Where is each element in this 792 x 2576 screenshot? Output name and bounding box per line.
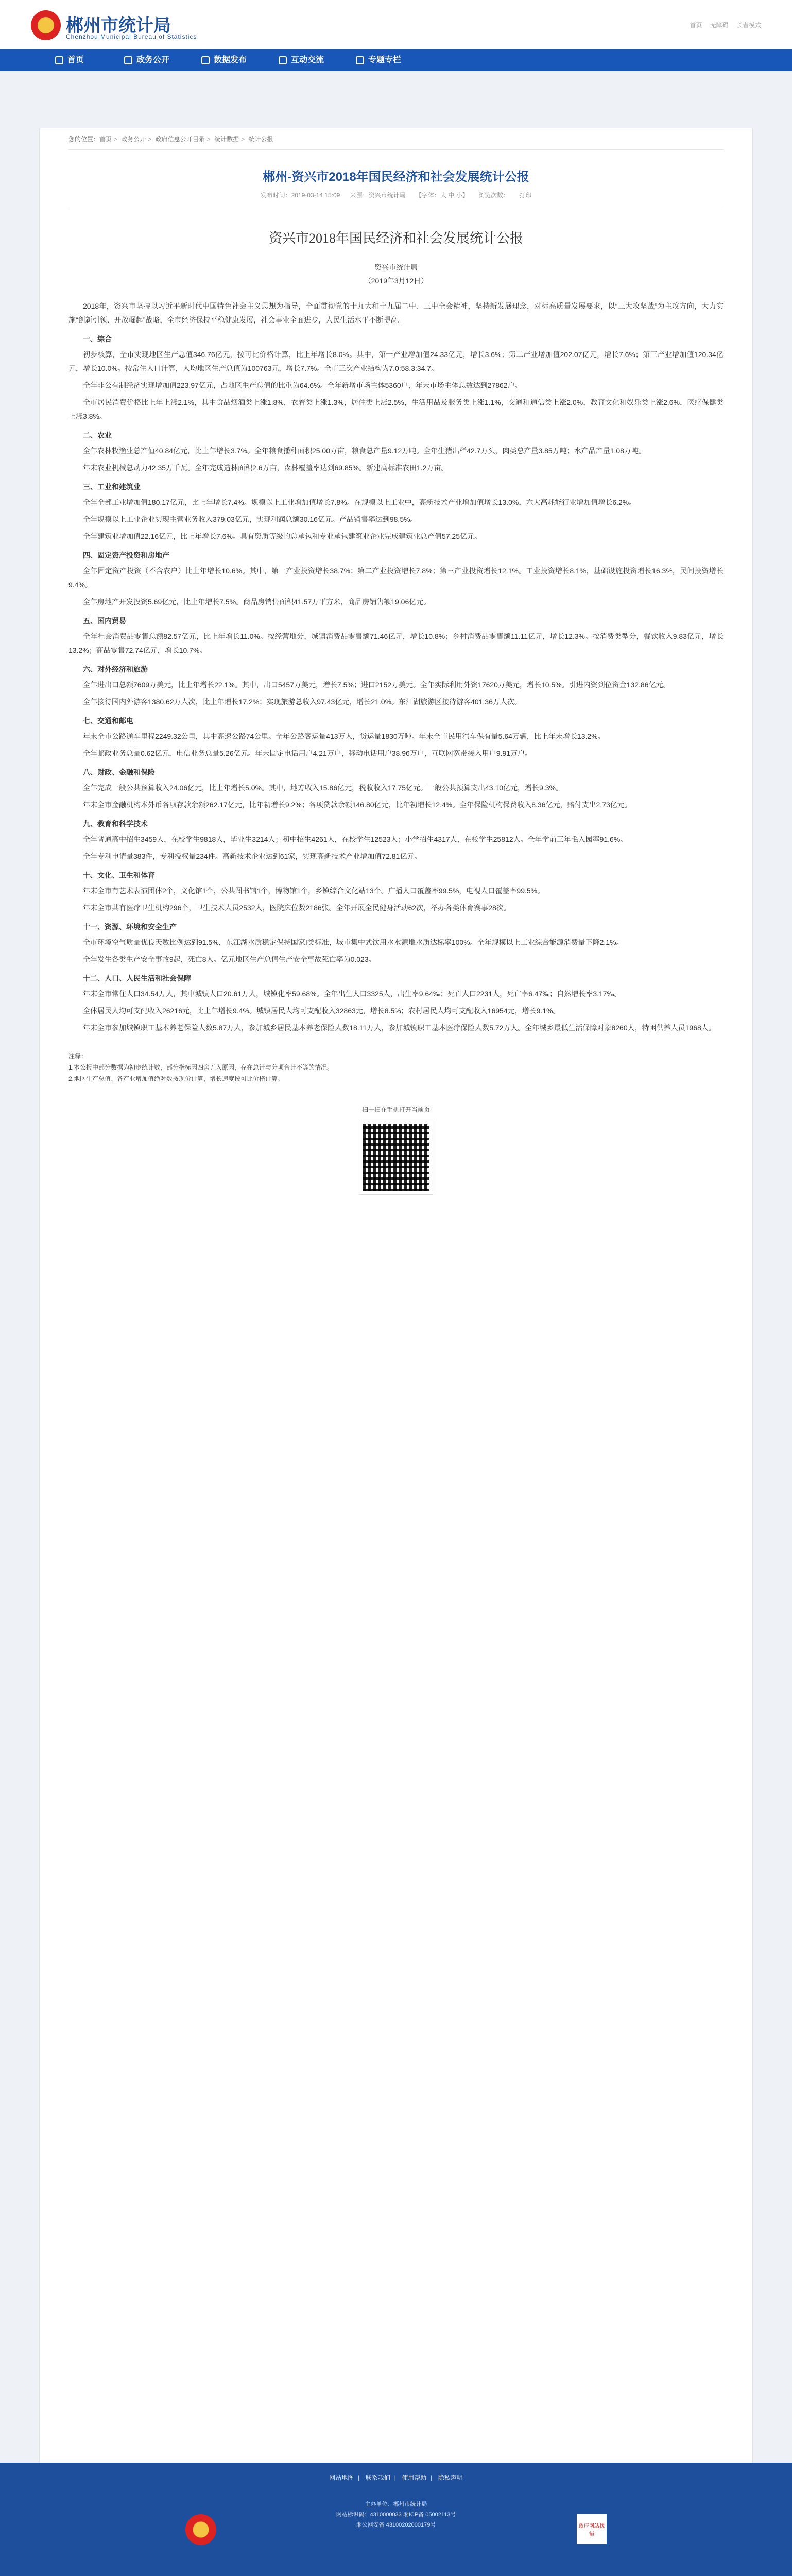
tool-home-link[interactable]: 首页	[690, 22, 702, 29]
font-size-switch[interactable]: 【字体：大 中 小】	[416, 192, 469, 199]
nav-label: 首页	[67, 56, 84, 64]
paragraph: 全年完成一般公共预算收入24.06亿元，比上年增长5.0%。其中，地方收入15.86亿元，税收收入17.75亿元。一般公共预算支出43.10亿元，增长9.3%。	[83, 784, 563, 792]
site-title[interactable]: 郴州市统计局	[66, 16, 171, 36]
nav-label: 政务公开	[136, 56, 169, 64]
paragraph: 年末全市共有医疗卫生机构296个，卫生技术人员2532人，医院床位数2186张。全年开展全民健身活动62次，举办各类体育赛事28次。	[83, 904, 511, 912]
footer-links: 网站地图 | 联系我们 | 使用帮助 | 隐私声明	[329, 2474, 463, 2481]
paragraph: 年末全市金融机构本外币各项存款余额262.17亿元，比年初增长9.2%；各项贷款余额146.80亿元，比年初增长12.4%。全年保险机构保费收入8.36亿元，赔付支出2.73亿元。	[83, 801, 632, 809]
qr-code	[359, 1121, 433, 1194]
paragraph: 全年进出口总额7609万美元，比上年增长22.1%。其中，出口5457万美元，增长7.5%；进口2152万美元。全年实际利用外资17620万美元，增长10.5%。引进内资到位资金132.86亿元。	[83, 681, 670, 689]
nav-item-interaction[interactable]	[263, 49, 340, 71]
nav-item-data-release[interactable]	[185, 49, 263, 71]
grid-icon	[356, 56, 364, 64]
footer-link-help[interactable]: 使用帮助	[402, 2474, 427, 2481]
section-heading: 十、文化、卫生和体育	[83, 871, 155, 879]
breadcrumb-item[interactable]: 政府信息公开目录	[155, 135, 205, 143]
section-heading: 六、对外经济和旅游	[83, 665, 148, 673]
section-heading: 三、工业和建筑业	[83, 483, 141, 491]
paragraph: 全年专利申请量383件，专利授权量234件。高新技术企业达到61家，实现高新技术产业增加值72.81亿元。	[83, 852, 422, 860]
breadcrumb: 您的位置：首页 > 政务公开 > 政府信息公开目录 > 统计数据 > 统计公报	[68, 128, 724, 150]
paragraph: 年末全市公路通车里程2249.32公里，其中高速公路74公里。全年公路客运量413万人，货运量1830万吨。年末全市民用汽车保有量5.64万辆，比上年末增长13.2%。	[83, 732, 605, 740]
site-footer	[0, 2463, 792, 2576]
site-header	[0, 0, 792, 49]
section-heading: 一、综合	[83, 335, 112, 343]
paragraph: 全年发生各类生产安全事故9起，死亡8人。亿元地区生产总值生产安全事故死亡率为0.023。	[83, 955, 376, 963]
article-container	[39, 128, 753, 2576]
paragraph: 全年建筑业增加值22.16亿元，比上年增长7.6%。具有资质等级的总承包和专业承包建筑业企业完成建筑业总产值57.25亿元。	[83, 532, 481, 540]
footer-link-sitemap[interactable]: 网站地图	[329, 2474, 354, 2481]
note-item: 2.地区生产总值、各产业增加值绝对数按现价计算，增长速度按可比价格计算。	[68, 1075, 284, 1082]
paragraph: 全年固定资产投资（不含农户）比上年增长10.6%。其中，第一产业投资增长38.7%；第二产业投资增长7.8%；第三产业投资增长12.1%。工业投资增长8.1%，基础设施投资增长16.3%，民间投资增长9.4%。	[68, 567, 724, 589]
breadcrumb-item[interactable]: 统计数据	[214, 135, 239, 143]
paragraph: 全年规模以上工业企业实现主营业务收入379.03亿元，实现利润总额30.16亿元。产品销售率达到98.5%。	[83, 515, 418, 523]
nav-item-special-topics[interactable]	[340, 49, 417, 71]
home-icon	[55, 56, 63, 64]
paragraph: 全市环境空气质量优良天数比例达到91.5%，东江湖水质稳定保持国家Ⅰ类标准，城市集中式饮用水水源地水质达标率100%。全年规模以上工业综合能源消费量下降2.1%。	[83, 938, 624, 946]
footer-info-line: 湘公网安备 43100202000179号	[356, 2522, 436, 2528]
site-subtitle: Chenzhou Municipal Bureau of Statistics	[66, 33, 197, 40]
paragraph: 全市居民消费价格比上年上涨2.1%，其中食品烟酒类上涨1.8%，衣着类上涨1.3%，居住类上涨2.5%，生活用品及服务类上涨1.1%，交通和通信类上涨2.0%，教育文化和娱乐类上涨2.6%，医疗保健类上涨3.8%。	[68, 398, 724, 420]
section-heading: 四、固定资产投资和房地产	[83, 551, 169, 560]
paragraph: 全年全部工业增加值180.17亿元，比上年增长7.4%。规模以上工业增加值增长7.8%。在规模以上工业中，高新技术产业增加值增长13.0%，六大高耗能行业增加值增长6.2%。	[83, 498, 636, 506]
section-heading: 十二、人口、人民生活和社会保障	[83, 974, 191, 982]
footer-info-line: 网站标识码：4310000033 湘ICP备 05002113号	[336, 2512, 456, 2518]
document-icon	[124, 56, 132, 64]
source: 来源：资兴市统计局	[350, 192, 406, 199]
breadcrumb-item[interactable]: 您的位置：首页	[68, 135, 112, 143]
article-meta	[68, 191, 724, 207]
article-title: 郴州-资兴市2018年国民经济和社会发展统计公报	[263, 170, 529, 184]
footer-info-line: 主办单位：郴州市统计局	[365, 2501, 427, 2507]
chat-icon	[279, 56, 287, 64]
paragraph: 年末全市有艺术表演团体2个，文化馆1个，公共图书馆1个，博物馆1个，乡镇综合文化站13个。广播人口覆盖率99.5%，电视人口覆盖率99.5%。	[83, 887, 545, 895]
footer-info	[0, 2499, 792, 2530]
paragraph: 全年农林牧渔业总产值40.84亿元，比上年增长3.7%。全年粮食播种面积25.00万亩，粮食总产量9.12万吨。全年生猪出栏42.7万头，肉类总产量3.85万吨；水产品产量1.08万吨。	[83, 447, 646, 455]
print-link[interactable]: 打印	[519, 192, 532, 199]
document-title: 资兴市2018年国民经济和社会发展统计公报	[268, 231, 523, 246]
footer-link-privacy[interactable]: 隐私声明	[438, 2474, 463, 2481]
document-date: （2019年3月12日）	[364, 277, 428, 285]
nav-item-government-info[interactable]	[108, 49, 185, 71]
nav-label: 互动交流	[290, 56, 324, 64]
paragraph: 全年非公有制经济实现增加值223.97亿元，占地区生产总值的比重为64.6%。全年新增市场主体5360户，年末市场主体总数达到27862户。	[83, 381, 522, 389]
paragraph: 2018年，资兴市坚持以习近平新时代中国特色社会主义思想为指导，全面贯彻党的十九大和十九届二中、三中全会精神，坚持新发展理念，对标高质量发展要求，以“三大攻坚战”为主攻方向，大力实施“创新引领、开放崛起”战略，全市经济保持平稳健康发展，社会事业全面进步，人民生活水平不断提高。	[68, 302, 724, 324]
notes-title: 注释：	[68, 1053, 88, 1060]
section-heading: 七、交通和邮电	[83, 717, 133, 725]
section-heading: 八、财政、金融和保险	[83, 768, 155, 776]
nav-item-home[interactable]	[31, 49, 108, 71]
paragraph: 全年社会消费品零售总额82.57亿元，比上年增长11.0%。按经营地分，城镇消费品零售额71.46亿元，增长10.8%；乡村消费品零售额11.11亿元，增长12.3%。按消费类型分，餐饮收入9.83亿元，增长13.2%；商品零售72.74亿元，增长10.7%。	[68, 632, 724, 654]
paragraph: 初步核算，全市实现地区生产总值346.76亿元，按可比价格计算，比上年增长8.0%。其中，第一产业增加值24.33亿元，增长3.6%；第二产业增加值202.07亿元，增长7.6%；第三产业增加值120.34亿元，增长10.0%。按常住人口计算，人均地区生产总值为100763元，增长7.7%。全市三次产业结构为7.0:58.3:34.7。	[68, 350, 724, 372]
section-heading: 十一、资源、环境和安全生产	[83, 923, 177, 931]
header-tools	[683, 21, 761, 29]
section-heading: 九、教育和科学技术	[83, 820, 148, 828]
nav-label: 专题专栏	[368, 56, 401, 64]
footer-link-contact[interactable]: 联系我们	[365, 2474, 390, 2481]
article-body	[68, 299, 724, 1035]
national-emblem-icon	[31, 10, 61, 40]
section-heading: 五、国内贸易	[83, 617, 126, 625]
party-emblem-icon[interactable]	[185, 2514, 216, 2545]
document-issuer: 资兴市统计局	[374, 263, 418, 272]
tool-elder-mode-link[interactable]: 长者模式	[736, 22, 761, 29]
qr-section	[68, 1105, 724, 1194]
paragraph: 全体居民人均可支配收入26216元，比上年增长9.4%。城镇居民人均可支配收入32863元，增长8.5%；农村居民人均可支配收入16954元，增长9.1%。	[83, 1007, 560, 1015]
nav-label: 数据发布	[213, 56, 247, 64]
paragraph: 年末农业机械总动力42.35万千瓦。全年完成造林面积2.6万亩，森林覆盖率达到69.85%。新建高标准农田1.2万亩。	[83, 464, 449, 472]
chart-icon	[201, 56, 210, 64]
paragraph: 全年房地产开发投资5.69亿元，比上年增长7.5%。商品房销售面积41.57万平方米，商品房销售额19.06亿元。	[83, 598, 431, 606]
notes	[68, 1050, 724, 1084]
paragraph: 全年普通高中招生3459人，在校学生9818人，毕业生3214人；初中招生4261人，在校学生12523人；小学招生4317人，在校学生25812人。全年学前三年毛入园率91.6%。	[83, 835, 628, 843]
paragraph: 全年接待国内外游客1380.62万人次，比上年增长17.2%；实现旅游总收入97.43亿元，增长21.0%。东江湖旅游区接待游客401.36万人次。	[83, 698, 522, 706]
tool-accessibility-link[interactable]: 无障碍	[710, 22, 729, 29]
paragraph: 年末全市常住人口34.54万人，其中城镇人口20.61万人，城镇化率59.68%。全年出生人口3325人，出生率9.64‰；死亡人口2231人，死亡率6.47‰；自然增长率3.17‰。	[83, 990, 622, 998]
breadcrumb-item[interactable]: 政务公开	[121, 135, 146, 143]
note-item: 1.本公报中部分数据为初步统计数，部分指标因四舍五入原因，存在总计与分项合计不等的情况。	[68, 1064, 334, 1071]
paragraph: 年末全市参加城镇职工基本养老保险人数5.87万人，参加城乡居民基本养老保险人数18.11万人，参加城镇职工基本医疗保险人数5.72万人。全年城乡最低生活保障对象8260人，特困供养人员1968人。	[83, 1024, 716, 1032]
qr-label: 扫一扫在手机打开当前页	[361, 1106, 430, 1113]
error-report-badge[interactable]: 政府网站找错	[577, 2514, 607, 2544]
view-count: 浏览次数：	[478, 192, 510, 199]
section-heading: 二、农业	[83, 431, 112, 439]
main-nav	[0, 49, 792, 71]
paragraph: 全年邮政业务总量0.62亿元，电信业务总量5.26亿元。年末固定电话用户4.21万户，移动电话用户38.96万户，互联网宽带接入用户9.91万户。	[83, 749, 532, 757]
breadcrumb-item[interactable]: 统计公报	[248, 135, 273, 143]
publish-time: 发布时间：2019-03-14 15:09	[260, 192, 340, 199]
